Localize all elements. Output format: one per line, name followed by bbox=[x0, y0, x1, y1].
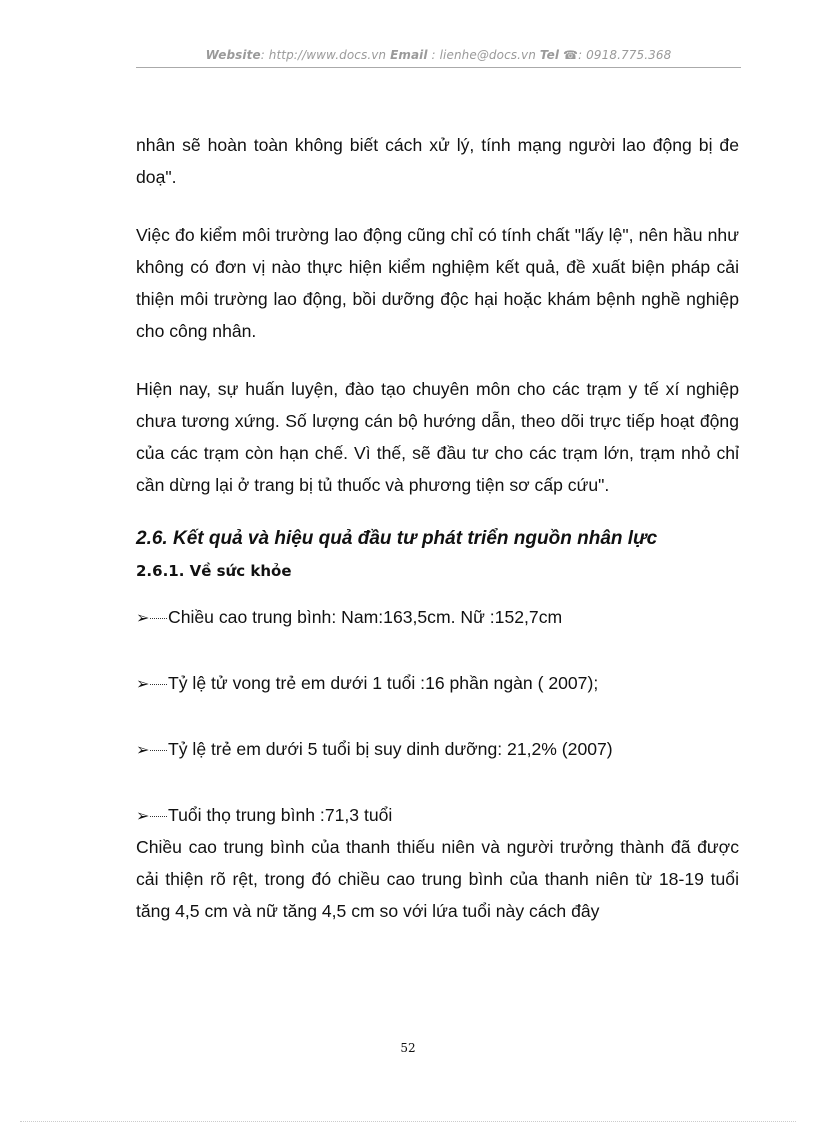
health-stats-list bbox=[136, 601, 739, 833]
document-body bbox=[136, 129, 739, 953]
leader-dots bbox=[150, 618, 167, 619]
page-bottom-border bbox=[20, 1121, 796, 1122]
page-number: 52 bbox=[400, 1041, 416, 1055]
section-heading: 2.6. Kết quả và hiệu quả đầu tư phát triển nguồn nhân lực bbox=[136, 528, 658, 549]
email-label: Email bbox=[390, 48, 428, 62]
arrow-bullet-icon: ➢ bbox=[136, 676, 150, 693]
paragraph-2: Việc đo kiểm môi trường lao động cũng chỉ có tính chất "lấy lệ", nên hầu như không có đơn vị nào thực hiện kiểm nghiệm kết quả, đề xuất biện pháp cải thiện môi trường lao động, bồi dưỡng độc hại hoặc khám bệnh nghề nghiệp cho công nhân. bbox=[136, 225, 739, 341]
arrow-bullet-icon: ➢ bbox=[136, 610, 150, 627]
paragraph-1: nhân sẽ hoàn toàn không biết cách xử lý, tính mạng người lao động bị đe doạ". bbox=[136, 135, 739, 187]
page-header bbox=[136, 48, 741, 62]
list-item-text: Tỷ lệ trẻ em dưới 5 tuổi bị suy dinh dưỡng: 21,2% (2007) bbox=[168, 739, 613, 759]
email-value: : lienhe@docs.vn bbox=[431, 48, 536, 62]
list-item bbox=[136, 601, 739, 635]
list-item bbox=[136, 799, 739, 833]
header-divider bbox=[136, 67, 741, 68]
leader-dots bbox=[150, 816, 167, 817]
paragraph-3: Hiện nay, sự huấn luyện, đào tạo chuyên môn cho các trạm y tế xí nghiệp chưa tương xứng. Số lượng cán bộ hướng dẫn, theo dõi trực tiếp hoạt động của các trạm còn hạn chế. Vì thế, sẽ đầu tư cho các trạm lớn, trạm nhỏ chỉ cần dừng lại ở trang bị tủ thuốc và phương tiện sơ cấp cứu". bbox=[136, 379, 739, 495]
leader-dots bbox=[150, 750, 167, 751]
website-label: Website bbox=[205, 48, 261, 62]
list-item bbox=[136, 733, 739, 767]
arrow-bullet-icon: ➢ bbox=[136, 808, 150, 825]
tel-value: : 0918.775.368 bbox=[578, 48, 672, 62]
website-value: : http://www.docs.vn bbox=[260, 48, 387, 62]
leader-dots bbox=[150, 684, 167, 685]
phone-icon: ☎ bbox=[563, 48, 579, 62]
arrow-bullet-icon: ➢ bbox=[136, 742, 150, 759]
list-item-text: Chiều cao trung bình: Nam:163,5cm. Nữ :152,7cm bbox=[168, 607, 563, 627]
list-item-text: Tuổi thọ trung bình :71,3 tuổi bbox=[168, 805, 393, 825]
tel-label: Tel bbox=[539, 48, 560, 62]
paragraph-4: Chiều cao trung bình của thanh thiếu niên và người trưởng thành đã được cải thiện rõ rệt, trong đó chiều cao trung bình của thanh niên từ 18-19 tuổi tăng 4,5 cm và nữ tăng 4,5 cm so với lứa tuổi này cách đây bbox=[136, 837, 739, 921]
list-item bbox=[136, 667, 739, 701]
list-item-text: Tỷ lệ tử vong trẻ em dưới 1 tuổi :16 phần ngàn ( 2007); bbox=[168, 673, 599, 693]
subsection-heading: 2.6.1. Về sức khỏe bbox=[136, 562, 292, 580]
